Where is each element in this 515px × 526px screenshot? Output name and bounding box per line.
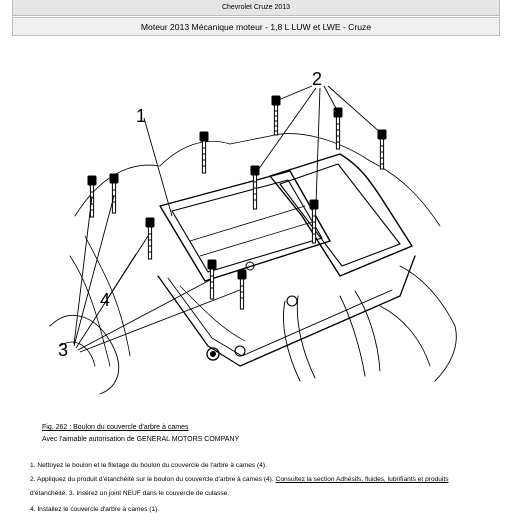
document-header-section: Moteur 2013 Mécanique moteur - 1,8 L LUW et LWE - Cruze xyxy=(12,17,500,36)
callout-4: 4 xyxy=(100,290,111,310)
callout-3: 3 xyxy=(58,340,69,360)
callout-2: 2 xyxy=(312,69,323,89)
step-4: 4. Installez le couvercle d'arbre à cames (1). xyxy=(30,506,160,513)
figure-credit: Avec l'aimable autorisation de GENERAL MOTORS COMPANY xyxy=(42,436,240,443)
adhesives-section-link[interactable]: Consultez la section Adhésifs, fluides, lubrifiants et produits xyxy=(275,476,449,483)
step-2 xyxy=(30,476,449,483)
camshaft-cover-illustration xyxy=(40,66,470,396)
figure-caption: Fig. 262 : Boulon du couvercle d'arbre à cames xyxy=(42,424,189,431)
step-2-continued: d'étanchéité. 3. Insérez un joint NEUF dans le couvercle de culasse. xyxy=(30,490,230,497)
step-1: 1. Nettoyez le boulon et le filetage du boulon du couvercle de l'arbre à cames (4). xyxy=(30,462,267,469)
callout-1: 1 xyxy=(136,106,147,126)
step-2-text: 2. Appliquez du produit d'étanchéité sur le boulon du couvercle d'arbre à cames (4). xyxy=(30,476,274,483)
document-header-vehicle: Chevrolet Cruze 2013 xyxy=(12,0,500,16)
